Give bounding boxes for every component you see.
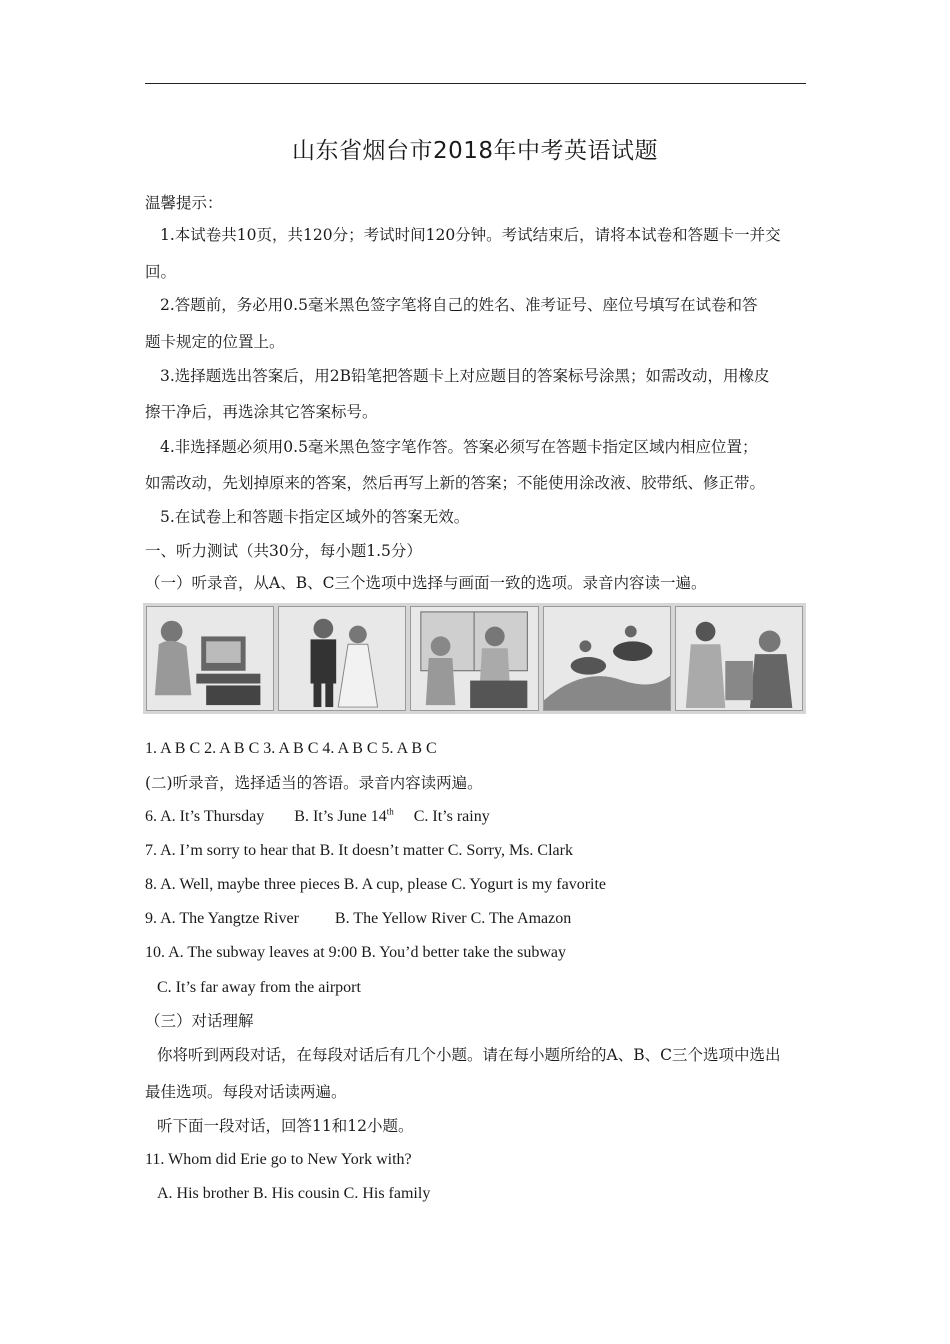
part-3-instruction: 你将听到两段对话，在每段对话后有几个小题。请在每小题所给的A、B、C三个选项中选出 bbox=[157, 1046, 781, 1064]
question-10-option-c: C. It’s far away from the airport bbox=[157, 979, 361, 996]
question-6-option-c: C. It’s rainy bbox=[413, 808, 490, 825]
question-11-options: A. His brother B. His cousin C. His family bbox=[157, 1185, 431, 1202]
part-2-instruction: (二)听录音，选择适当的答语。录音内容读两遍。 bbox=[145, 774, 483, 792]
part-1-answer-options: 1. A B C 2. A B C 3. A B C 4. A B C 5. A B C bbox=[145, 740, 437, 757]
notice-item-3: 3.选择题选出答案后，用2B铅笔把答题卡上对应题目的答案标号涂黑；如需改动，用橡皮 bbox=[160, 367, 770, 385]
notice-item-3-cont: 擦干净后，再选涂其它答案标号。 bbox=[145, 403, 378, 421]
question-9-option-a: 9. A. The Yangtze River bbox=[145, 910, 299, 927]
question-6-option-b: B. It’s June 14 bbox=[294, 808, 387, 825]
notice-item-4-cont: 如需改动，先划掉原来的答案，然后再写上新的答案；不能使用涂改液、胶带纸、修正带。 bbox=[145, 474, 766, 492]
computer-woman-picture bbox=[146, 606, 274, 711]
notice-item-4: 4.非选择题必须用0.5毫米黑色签字笔作答。答案必须写在答题卡指定区域内相应位置； bbox=[160, 438, 758, 456]
part-1-instruction: （一）听录音，从A、B、C三个选项中选择与画面一致的选项。录音内容读一遍。 bbox=[145, 574, 707, 592]
wedding-couple-picture bbox=[278, 606, 406, 711]
part-3-heading: （三）对话理解 bbox=[145, 1012, 254, 1030]
notice-item-1: 1.本试卷共10页，共120分；考试时间120分钟。考试结束后，请将本试卷和答题卡一并交 bbox=[160, 226, 781, 244]
header-rule bbox=[145, 83, 806, 84]
market-scene-picture bbox=[675, 606, 803, 711]
question-6-option-a: 6. A. It’s Thursday bbox=[145, 808, 265, 825]
notice-item-2-cont: 题卡规定的位置上。 bbox=[145, 333, 285, 351]
section-1-heading: 一、听力测试（共30分，每小题1.5分） bbox=[145, 542, 422, 560]
notice-item-5: 5.在试卷上和答题卡指定区域外的答案无效。 bbox=[160, 508, 470, 526]
question-10: 10. A. The subway leaves at 9:00 B. You’d better take the subway bbox=[145, 944, 566, 961]
notice-heading: 温馨提示： bbox=[145, 194, 223, 212]
notice-item-2: 2.答题前，务必用0.5毫米黑色签字笔将自己的姓名、准考证号、座位号填写在试卷和答 bbox=[160, 296, 758, 314]
question-9 bbox=[145, 909, 571, 929]
question-6-option-b-sup: th bbox=[386, 806, 394, 817]
notice-item-1-cont: 回。 bbox=[145, 263, 177, 281]
horse-riders-picture bbox=[543, 606, 671, 711]
question-9-options-bc: B. The Yellow River C. The Amazon bbox=[334, 910, 572, 927]
dialogue-1-intro: 听下面一段对话，回答11和12小题。 bbox=[157, 1117, 414, 1135]
window-cleaning-picture bbox=[410, 606, 538, 711]
question-11: 11. Whom did Erie go to New York with? bbox=[145, 1151, 412, 1168]
question-7: 7. A. I’m sorry to hear that B. It doesn’t matter C. Sorry, Ms. Clark bbox=[145, 842, 573, 859]
question-8: 8. A. Well, maybe three pieces B. A cup, please C. Yogurt is my favorite bbox=[145, 876, 607, 893]
listening-pictures-strip bbox=[143, 603, 806, 714]
page-title: 山东省烟台市2018年中考英语试题 bbox=[291, 138, 659, 164]
question-6 bbox=[145, 807, 490, 827]
part-3-instruction-cont: 最佳选项。每段对话读两遍。 bbox=[145, 1083, 347, 1101]
